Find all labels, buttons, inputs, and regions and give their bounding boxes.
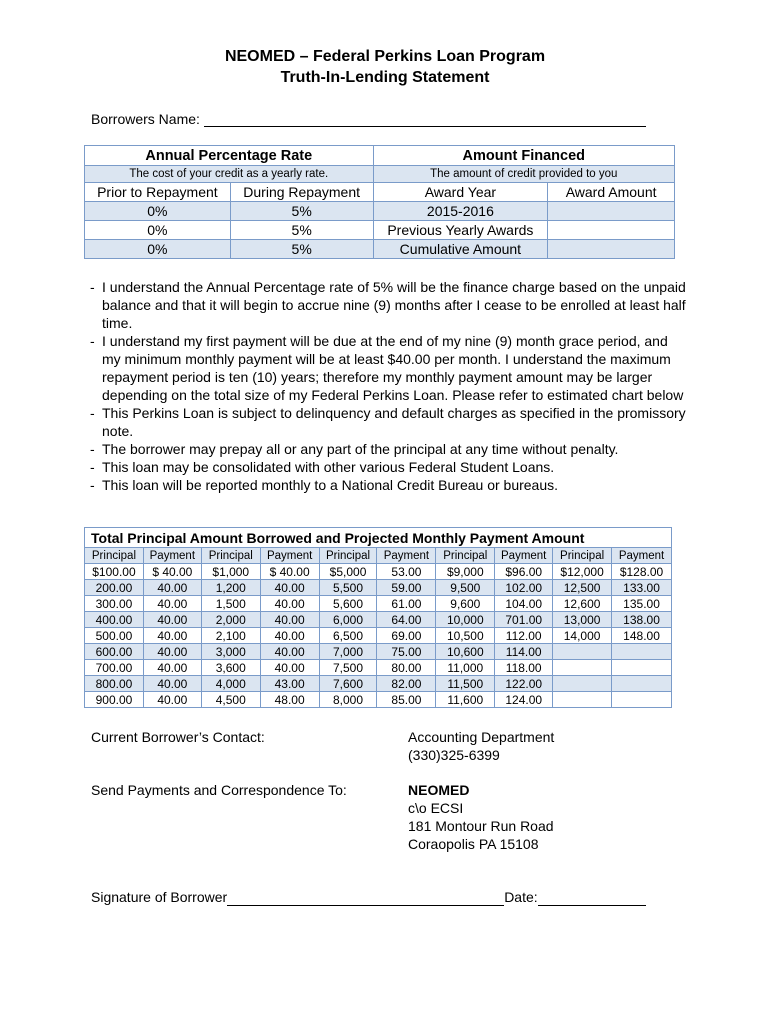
table-row	[85, 596, 672, 612]
amount-financed-header: Amount Financed	[373, 146, 674, 166]
principal-cell: 4,500	[201, 692, 260, 708]
disclosure-item: - This Perkins Loan is subject to delinquency and default charges as specified in the promissory note.	[90, 404, 690, 440]
payment-cell: 135.00	[612, 596, 672, 612]
signature-line	[91, 888, 646, 906]
principal-cell: 500.00	[85, 628, 144, 644]
payment-cell: 122.00	[495, 676, 553, 692]
principal-cell: 2,000	[201, 612, 260, 628]
payment-cell: 40.00	[143, 628, 201, 644]
payment-cell: $96.00	[495, 564, 553, 580]
apr-row	[85, 240, 675, 259]
principal-cell: 400.00	[85, 612, 144, 628]
principal-cell: 2,100	[201, 628, 260, 644]
payment-table	[84, 527, 672, 708]
table-row	[85, 564, 672, 580]
payment-table-title: Total Principal Amount Borrowed and Projected Monthly Payment Amount	[85, 528, 672, 548]
principal-cell: 3,000	[201, 644, 260, 660]
payment-cell: 40.00	[260, 580, 319, 596]
payment-cell: 85.00	[377, 692, 436, 708]
payment-cell: 43.00	[260, 676, 319, 692]
principal-cell: 13,000	[553, 612, 612, 628]
payment-cell: 48.00	[260, 692, 319, 708]
apr-header: Annual Percentage Rate	[85, 146, 374, 166]
payment-cell: 40.00	[260, 644, 319, 660]
payment-cell: $ 40.00	[143, 564, 201, 580]
principal-cell: 11,500	[436, 676, 495, 692]
payment-cell: 53.00	[377, 564, 436, 580]
payment-cell: 75.00	[377, 644, 436, 660]
payment-cell: 61.00	[377, 596, 436, 612]
principal-cell: $5,000	[319, 564, 377, 580]
principal-cell: 300.00	[85, 596, 144, 612]
principal-cell: 10,600	[436, 644, 495, 660]
payment-table-header: Payment	[143, 548, 201, 564]
award-year-cell: 2015-2016	[373, 202, 548, 221]
payment-cell	[612, 692, 672, 708]
disclosure-item: - The borrower may prepay all or any part of the principal at any time without penalty.	[90, 440, 690, 458]
payment-cell: 118.00	[495, 660, 553, 676]
payment-cell: 701.00	[495, 612, 553, 628]
principal-cell: $9,000	[436, 564, 495, 580]
table-row	[85, 612, 672, 628]
payment-cell: 40.00	[260, 628, 319, 644]
contact-label: Current Borrower’s Contact:	[91, 729, 265, 745]
disclosure-item: - This loan may be consolidated with other various Federal Student Loans.	[90, 458, 690, 476]
table-row	[85, 644, 672, 660]
principal-cell: 10,000	[436, 612, 495, 628]
principal-cell: 10,500	[436, 628, 495, 644]
payment-table-header: Payment	[377, 548, 436, 564]
payment-cell: 102.00	[495, 580, 553, 596]
principal-cell: 900.00	[85, 692, 144, 708]
payment-table-header: Principal	[201, 548, 260, 564]
apr-prior-cell: 0%	[85, 202, 231, 221]
payment-cell: 40.00	[143, 580, 201, 596]
payment-cell	[612, 676, 672, 692]
apr-during-cell: 5%	[230, 221, 373, 240]
table-row	[85, 692, 672, 708]
payment-cell: 40.00	[260, 660, 319, 676]
payment-cell: 40.00	[143, 596, 201, 612]
signature-blank	[227, 891, 504, 906]
table-row	[85, 660, 672, 676]
payment-table-header: Principal	[319, 548, 377, 564]
payment-table-header: Payment	[260, 548, 319, 564]
signature-label: Signature of Borrower	[91, 889, 228, 905]
payment-table-header: Principal	[553, 548, 612, 564]
payment-table-header: Payment	[612, 548, 672, 564]
amount-financed-subheader: The amount of credit provided to you	[373, 166, 674, 183]
borrowers-name-label: Borrowers Name:	[91, 111, 200, 127]
award-year-cell: Cumulative Amount	[373, 240, 548, 259]
apr-prior-cell: 0%	[85, 221, 231, 240]
principal-cell	[553, 692, 612, 708]
payment-cell: 138.00	[612, 612, 672, 628]
principal-cell: $12,000	[553, 564, 612, 580]
send-payments-address	[408, 781, 554, 853]
borrowers-name-line	[204, 112, 646, 127]
table-row	[85, 628, 672, 644]
principal-cell	[553, 660, 612, 676]
principal-cell: 8,000	[319, 692, 377, 708]
payment-cell: 40.00	[143, 612, 201, 628]
apr-prior-cell: 0%	[85, 240, 231, 259]
col-during-repayment: During Repayment	[230, 183, 373, 202]
apr-during-cell: 5%	[230, 202, 373, 221]
address-care-of: c\o ECSI	[408, 800, 464, 816]
principal-cell: $1,000	[201, 564, 260, 580]
payment-table-header: Principal	[436, 548, 495, 564]
principal-cell: 9,600	[436, 596, 495, 612]
principal-cell: 200.00	[85, 580, 144, 596]
award-amount-cell	[548, 202, 675, 221]
apr-table	[84, 145, 675, 259]
table-row	[85, 580, 672, 596]
principal-cell: 700.00	[85, 660, 144, 676]
principal-cell: 12,500	[553, 580, 612, 596]
payment-cell: 133.00	[612, 580, 672, 596]
payment-cell: 40.00	[260, 612, 319, 628]
payment-cell: 69.00	[377, 628, 436, 644]
apr-during-cell: 5%	[230, 240, 373, 259]
principal-cell: 9,500	[436, 580, 495, 596]
award-amount-cell	[548, 221, 675, 240]
principal-cell: 11,600	[436, 692, 495, 708]
col-award-amount: Award Amount	[548, 183, 675, 202]
principal-cell: 1,500	[201, 596, 260, 612]
col-prior-to-repayment: Prior to Repayment	[85, 183, 231, 202]
disclosure-item: - This loan will be reported monthly to a National Credit Bureau or bureaus.	[90, 476, 690, 494]
payment-cell: 59.00	[377, 580, 436, 596]
payment-cell: 40.00	[143, 644, 201, 660]
payment-table-header: Payment	[495, 548, 553, 564]
contact-department: Accounting Department	[408, 729, 555, 745]
payment-cell: 112.00	[495, 628, 553, 644]
apr-subheader: The cost of your credit as a yearly rate.	[85, 166, 374, 183]
principal-cell: 600.00	[85, 644, 144, 660]
principal-cell: 3,600	[201, 660, 260, 676]
contact-info	[408, 728, 554, 764]
apr-row	[85, 221, 675, 240]
payment-cell: 104.00	[495, 596, 553, 612]
award-year-cell: Previous Yearly Awards	[373, 221, 548, 240]
payment-cell: 80.00	[377, 660, 436, 676]
disclosure-list	[90, 278, 690, 494]
payment-cell: 64.00	[377, 612, 436, 628]
document-title: NEOMED – Federal Perkins Loan Program	[224, 48, 546, 65]
table-row	[85, 676, 672, 692]
date-label: Date:	[504, 889, 538, 905]
payment-cell	[612, 644, 672, 660]
principal-cell	[553, 644, 612, 660]
address-name: NEOMED	[408, 782, 470, 798]
document-subtitle: Truth-In-Lending Statement	[280, 69, 490, 86]
send-payments-label: Send Payments and Correspondence To:	[91, 782, 347, 798]
principal-cell: 5,600	[319, 596, 377, 612]
principal-cell: 14,000	[553, 628, 612, 644]
payment-cell: 40.00	[143, 676, 201, 692]
contact-phone: (330)325-6399	[408, 747, 500, 763]
principal-cell: 7,000	[319, 644, 377, 660]
disclosure-item: - I understand my first payment will be due at the end of my nine (9) month grace period, and my minimum monthly payment will be at least $40.00 per month. I understand the maximum repayment period is ten (10) years; therefore my monthly payment amount may be larger depending on the total size of my Federal Perkins Loan. Please refer to estimated chart below	[90, 332, 690, 404]
payment-cell: 40.00	[143, 660, 201, 676]
payment-cell: 124.00	[495, 692, 553, 708]
col-award-year: Award Year	[373, 183, 548, 202]
principal-cell: 1,200	[201, 580, 260, 596]
payment-cell: 40.00	[143, 692, 201, 708]
principal-cell: 7,600	[319, 676, 377, 692]
principal-cell: 12,600	[553, 596, 612, 612]
apr-row	[85, 202, 675, 221]
award-amount-cell	[548, 240, 675, 259]
address-city: Coraopolis PA 15108	[408, 836, 539, 852]
principal-cell: 4,000	[201, 676, 260, 692]
payment-cell: 148.00	[612, 628, 672, 644]
principal-cell: 800.00	[85, 676, 144, 692]
borrowers-name-field	[91, 111, 646, 127]
principal-cell: $100.00	[85, 564, 144, 580]
principal-cell: 5,500	[319, 580, 377, 596]
date-blank	[538, 891, 646, 906]
payment-table-header: Principal	[85, 548, 144, 564]
payment-cell	[612, 660, 672, 676]
payment-cell: $ 40.00	[260, 564, 319, 580]
principal-cell: 6,500	[319, 628, 377, 644]
principal-cell: 6,000	[319, 612, 377, 628]
principal-cell: 7,500	[319, 660, 377, 676]
disclosure-item: - I understand the Annual Percentage rate of 5% will be the finance charge based on the unpaid balance and that it will begin to accrue nine (9) months after I cease to be enrolled at least half time.	[90, 278, 690, 332]
payment-cell: 82.00	[377, 676, 436, 692]
principal-cell	[553, 676, 612, 692]
payment-cell: $128.00	[612, 564, 672, 580]
address-street: 181 Montour Run Road	[408, 818, 554, 834]
principal-cell: 11,000	[436, 660, 495, 676]
payment-cell: 40.00	[260, 596, 319, 612]
payment-cell: 114.00	[495, 644, 553, 660]
